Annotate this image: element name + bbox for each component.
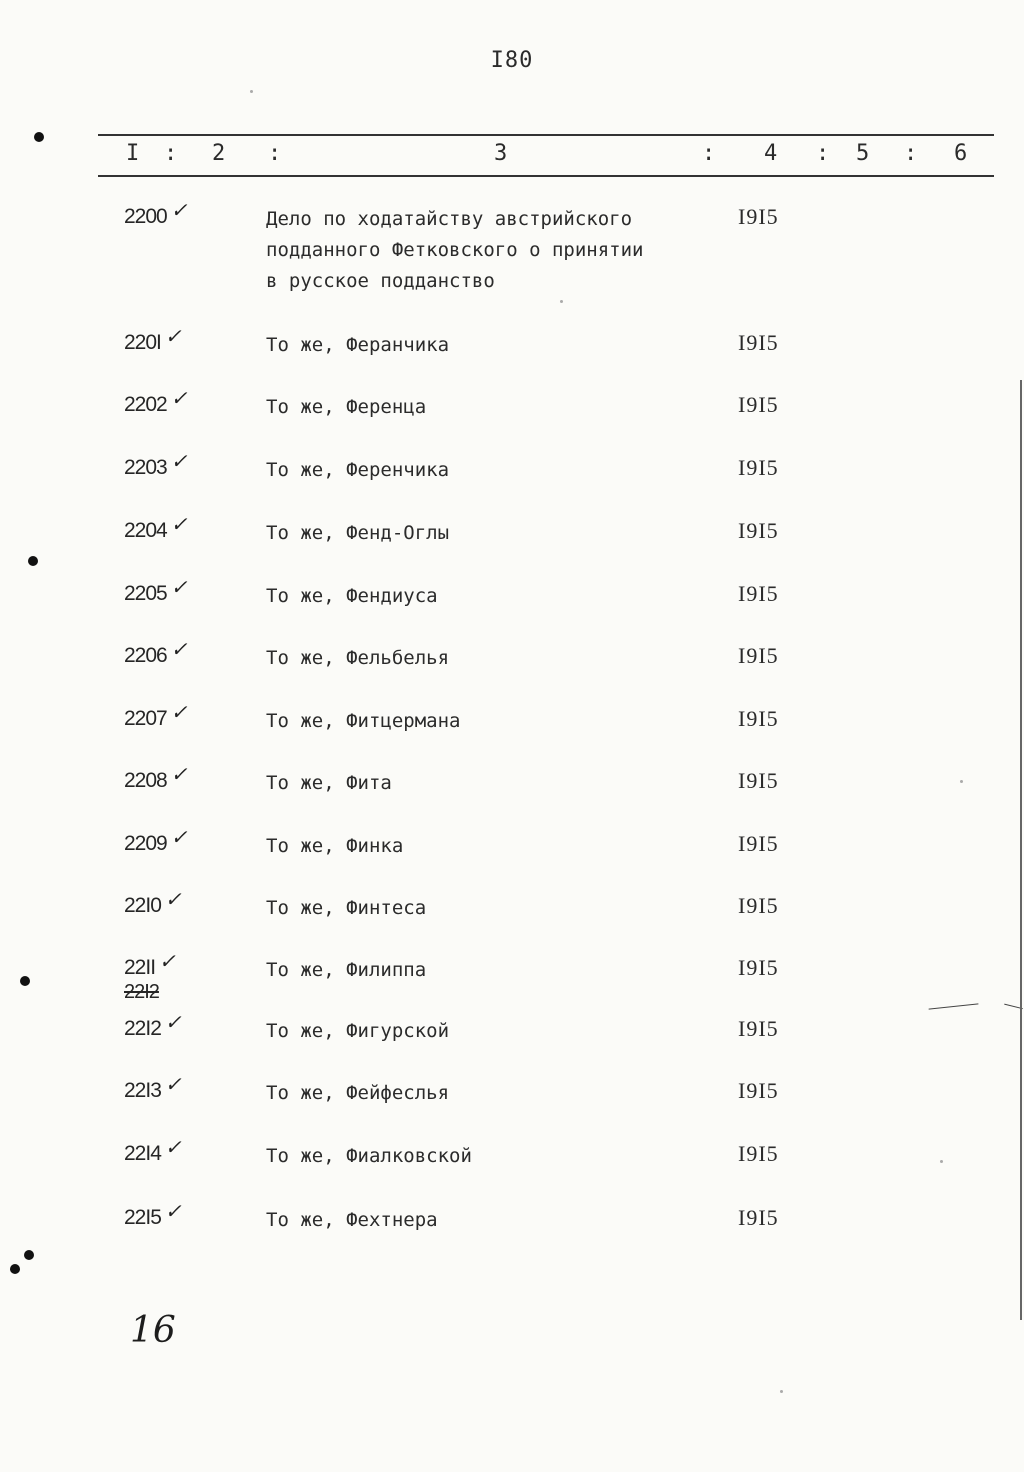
header-col-5: 5 (856, 141, 870, 166)
row-number: 2205 (124, 582, 167, 605)
header-col-2: 2 (212, 141, 226, 166)
row-description: То же, Ференчика (266, 459, 450, 481)
row-number: 22I2 (124, 1017, 161, 1040)
paper-speck (780, 1390, 783, 1393)
row-year: I9I5 (738, 1016, 779, 1041)
paper-speck (960, 780, 963, 783)
row-description: То же, Фендиуса (266, 585, 438, 607)
paper-speck (940, 1160, 943, 1163)
binding-hole-dot (24, 1250, 34, 1260)
header-col-1: I (126, 141, 140, 166)
row-number: 22I3 (124, 1079, 161, 1102)
row-description: Дело по ходатайству австрийского подданного Фетковского о принятии в русское подданство (266, 208, 644, 292)
row-number: 2207 (124, 707, 167, 730)
row-number-cell (124, 1135, 244, 1166)
row-year: I9I5 (738, 1205, 779, 1230)
row-number-cell (124, 1072, 244, 1103)
check-mark-icon: ✓ (164, 1072, 181, 1096)
row-number-cell (124, 1010, 244, 1041)
check-mark-icon: ✓ (164, 1010, 181, 1034)
row-number-cell (124, 700, 244, 731)
check-mark-icon: ✓ (170, 637, 187, 661)
row-description: То же, Фиалковской (266, 1145, 472, 1167)
row-description: То же, Филиппа (266, 959, 427, 981)
header-col-4: 4 (764, 141, 778, 166)
row-number-cell (124, 386, 244, 417)
row-number: 2209 (124, 832, 167, 855)
row-number: 22II (124, 956, 156, 979)
row-number-cell (124, 512, 244, 543)
check-mark-icon: ✓ (170, 825, 187, 849)
row-description: То же, Фейфеслья (266, 1082, 450, 1104)
check-mark-icon: ✓ (170, 575, 187, 599)
check-mark-icon: ✓ (170, 512, 187, 536)
row-year: I9I5 (738, 893, 779, 918)
row-description: То же, Фельбелья (266, 647, 450, 669)
row-year: I9I5 (738, 768, 779, 793)
row-number: 2204 (124, 519, 167, 542)
check-mark-icon: ✓ (170, 762, 187, 786)
scan-edge-shadow (1020, 380, 1022, 1320)
row-number-cell (124, 637, 244, 668)
row-description: То же, Фигурской (266, 1020, 450, 1042)
row-number: 2203 (124, 456, 167, 479)
row-description: То же, Фита (266, 772, 392, 794)
check-mark-icon: ✓ (170, 700, 187, 724)
row-number: 22I4 (124, 1142, 161, 1165)
header-separator: : (816, 141, 830, 166)
handwritten-sheet-number: 16 (130, 1310, 176, 1351)
paper-speck (250, 90, 253, 93)
row-year: I9I5 (738, 1078, 779, 1103)
row-number-cell (124, 575, 244, 606)
row-year: I9I5 (738, 706, 779, 731)
row-number: 2200 (124, 205, 167, 228)
row-year: I9I5 (738, 204, 779, 229)
row-year: I9I5 (738, 330, 779, 355)
check-mark-icon: ✓ (170, 386, 187, 410)
row-year: I9I5 (738, 831, 779, 856)
row-year: I9I5 (738, 455, 779, 480)
row-number-cell (124, 324, 244, 355)
row-description: То же, Фитцермана (266, 710, 461, 732)
row-description: То же, Феранчика (266, 334, 450, 356)
row-number-cell (124, 1199, 244, 1230)
page-number: I80 (490, 48, 534, 73)
header-col-3: 3 (494, 141, 508, 166)
check-mark-icon: ✓ (164, 1135, 181, 1159)
row-number-cell (124, 449, 244, 480)
row-number: 2202 (124, 393, 167, 416)
header-separator: : (904, 141, 918, 166)
row-number-cell (124, 198, 244, 229)
header-separator: : (268, 141, 282, 166)
row-number: 2206 (124, 644, 167, 667)
row-description: То же, Финка (266, 835, 404, 857)
check-mark-icon: ✓ (159, 949, 175, 973)
row-number-cell (124, 949, 244, 1004)
row-year: I9I5 (738, 518, 779, 543)
row-number-cell (124, 825, 244, 856)
row-number: 22I5 (124, 1206, 161, 1229)
header-separator: : (702, 141, 716, 166)
binding-hole-dot (34, 132, 44, 142)
struck-row-number: 22I2 (124, 981, 159, 1003)
row-year: I9I5 (738, 581, 779, 606)
row-number: 22I0 (124, 894, 161, 917)
row-description: То же, Финтеса (266, 897, 427, 919)
binding-hole-dot (28, 556, 38, 566)
row-description: То же, Фехтнера (266, 1209, 438, 1231)
row-year: I9I5 (738, 643, 779, 668)
check-mark-icon: ✓ (164, 887, 181, 911)
check-mark-icon: ✓ (164, 324, 181, 348)
header-col-6: 6 (954, 141, 968, 166)
row-year: I9I5 (738, 392, 779, 417)
binding-hole-dot (20, 976, 30, 986)
check-mark-icon: ✓ (170, 449, 187, 473)
row-description: То же, Ференца (266, 396, 427, 418)
row-number: 220I (124, 331, 161, 354)
row-number-cell (124, 887, 244, 918)
paper-speck (560, 300, 563, 303)
row-number-cell (124, 762, 244, 793)
header-separator: : (164, 141, 178, 166)
check-mark-icon: ✓ (170, 198, 187, 222)
row-year: I9I5 (738, 1141, 779, 1166)
row-number: 2208 (124, 769, 167, 792)
binding-hole-dot (10, 1264, 20, 1274)
check-mark-icon: ✓ (164, 1199, 181, 1223)
row-year: I9I5 (738, 955, 779, 980)
row-description: То же, Фенд-Оглы (266, 522, 450, 544)
